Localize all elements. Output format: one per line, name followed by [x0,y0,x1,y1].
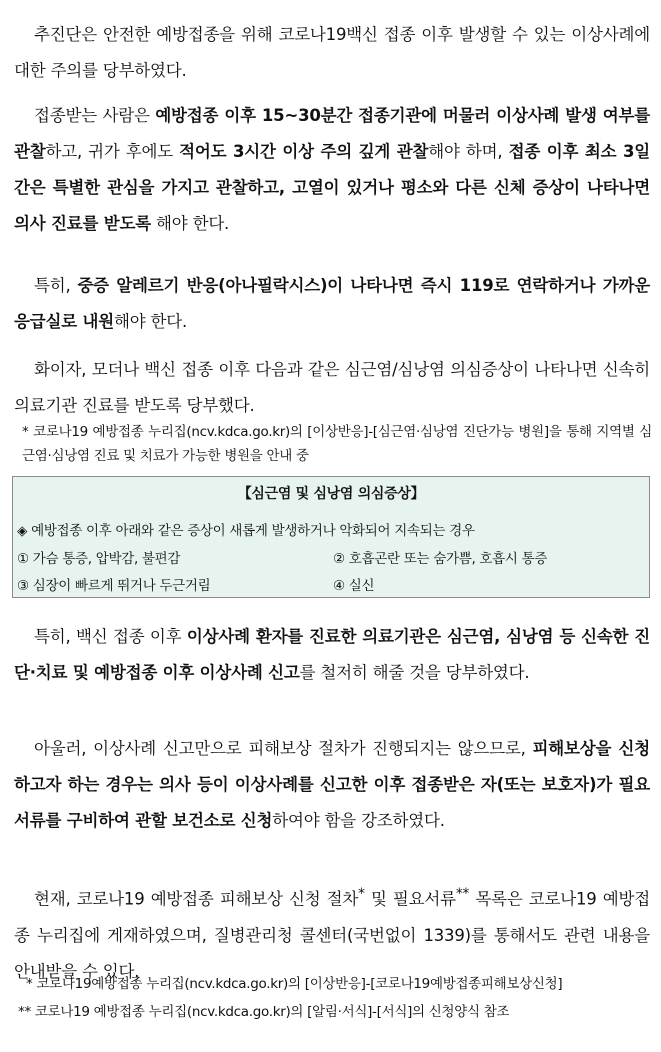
paragraph-compensation [14,731,650,839]
text-span: 특히, [34,276,78,295]
symptom-item: ① 가슴 통증, 압박감, 불편감 [17,551,181,567]
footnote-marker: * [358,886,365,902]
paragraph-observation-guidance [14,98,650,242]
footnote-text: * 코로나19 예방접종 누리집(ncv.kdca.go.kr)의 [이상반응]-[심근염·심낭염 진단가능 병원]을 통해 지역별 심근염·심낭염 진료 및 치료가 가능한 병원을 안내 중 [22,424,652,464]
text-span: 및 필요서류 [364,889,456,909]
bold-text: 예방접종 이후 15~30분간 접종기관에 머물러 이상사례 발생 여부를 관찰 [14,106,650,161]
paragraph-text: 화이자, 모더나 백신 접종 이후 다음과 같은 심근염/심낭염 의심증상이 나타나면 신속히 의료기관 진료를 받도록 당부했다. [14,360,650,415]
symptom-box [12,476,650,598]
bold-text: 중증 알레르기 반응(아나필락시스)이 나타나면 즉시 119로 연락하거나 가까운 응급실로 내원 [14,276,650,331]
paragraph-medical-reporting [14,619,650,691]
text-span: 해야 하며, [428,142,509,161]
text-span: 해야 한다. [113,312,188,331]
footnote-hospital-info [22,420,652,468]
text-span: 접종받는 사람은 [34,106,156,125]
symptom-item: ③ 심장이 빠르게 뛰거나 두근거림 [17,578,211,594]
footnote-text: * 코로나19예방접종 누리집(ncv.kdca.go.kr)의 [이상반응]-[코로나19예방접종피해보상신청] [26,976,563,992]
text-span: 목록은 코로나19 예방접종 누리집에 게재하였으며, 질병관리청 콜센터(국번없이 1339)를 통해서도 관련 내용을 안내받을 수 있다. [14,889,650,981]
text-span: 하여야 함을 강조하였다. [272,811,445,830]
symptom-box-title: 【심근염 및 심낭염 의심증상】 [237,486,425,502]
footnote-compensation-link [26,972,562,996]
symptom-item: ② 호흡곤란 또는 숨가쁨, 호흡시 통증 [333,551,548,567]
paragraph-text: 추진단은 안전한 예방접종을 위해 코로나19백신 접종 이후 발생할 수 있는 이상사례에 대한 주의를 당부하였다. [14,25,650,80]
bold-text: 접종 이후 최소 3일간은 특별한 관심을 가지고 관찰하고, 고열이 있거나 평소와 다른 신체 증상이 나타나면 의사 진료를 받도록 [14,142,651,233]
text-span: 특히, 백신 접종 이후 [34,627,187,646]
footnote-marker: ** [455,886,470,902]
bold-text: 적어도 3시간 이상 주의 깊게 관찰 [179,142,429,161]
bold-text: 이상사례 환자를 진료한 의료기관은 심근염, 심낭염 등 신속한 진단·치료 및 예방접종 이후 이상사례 신고 [14,627,651,682]
symptom-item: ④ 실신 [333,578,375,594]
paragraph-myocarditis-advice [14,352,650,424]
text-span: 아울러, 이상사례 신고만으로 피해보상 절차가 진행되지는 않으므로, [34,739,533,758]
footnote-text: ** 코로나19 예방접종 누리집(ncv.kdca.go.kr)의 [알림·서식]-[서식]의 신청양식 참조 [18,1004,510,1020]
text-span: 해야 한다. [151,214,230,233]
paragraph-anaphylaxis [14,268,650,340]
text-span: 하고, 귀가 후에도 [45,142,180,161]
symptom-lead: ◈ 예방접종 이후 아래와 같은 증상이 새롭게 발생하거나 악화되어 지속되는 경우 [17,523,475,539]
footnote-form-link [18,1000,509,1024]
paragraph-caution-notice [14,17,650,89]
bold-text: 피해보상을 신청하고자 하는 경우는 의사 등이 이상사례를 신고한 이후 접종받은 자(또는 보호자)가 필요서류를 구비하여 관할 보건소로 신청 [14,739,650,830]
text-span: 현재, 코로나19 예방접종 피해보상 신청 절차 [34,889,359,909]
text-span: 를 철저히 해줄 것을 당부하였다. [299,663,530,682]
